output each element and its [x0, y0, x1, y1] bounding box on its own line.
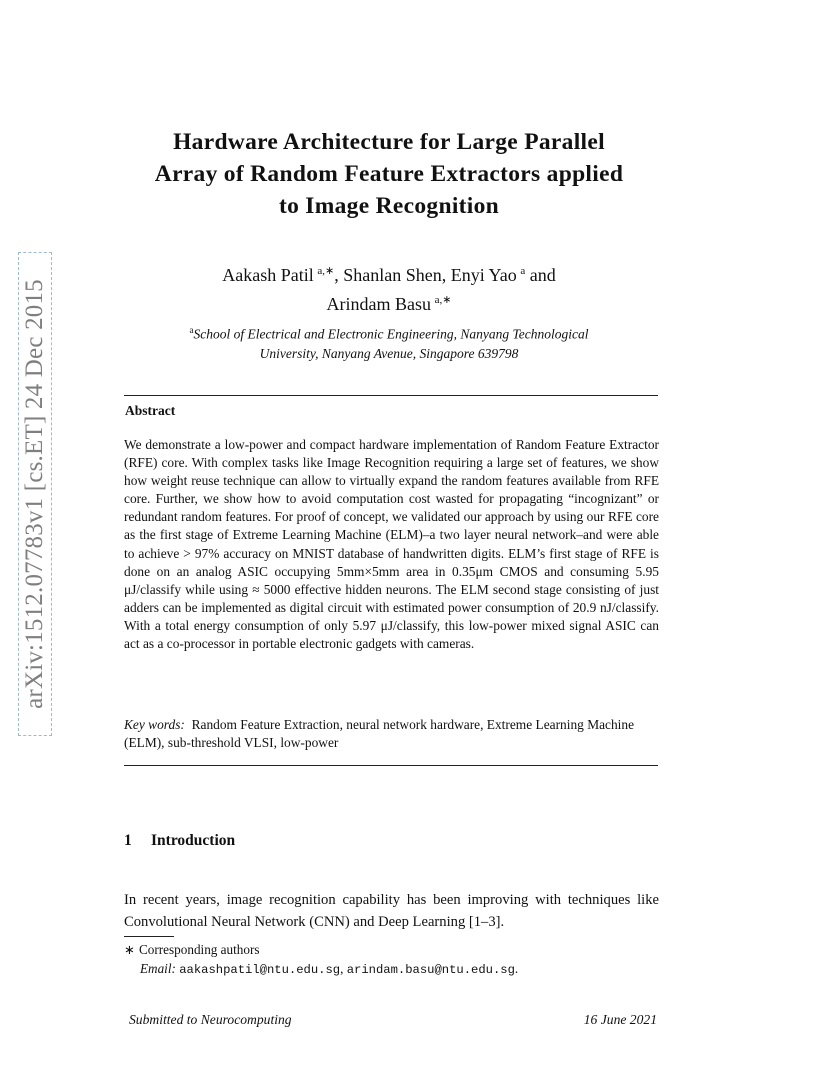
- abstract-top-rule: [124, 395, 658, 396]
- abstract-heading: Abstract: [125, 403, 176, 418]
- keywords-label: Key words:: [124, 717, 185, 732]
- author-name: Enyi Yao: [450, 265, 517, 285]
- title-line: to Image Recognition: [278, 193, 500, 219]
- keywords-text: Random Feature Extraction, neural network hardware, Extreme Learning Machine (ELM), sub-threshold VLSI, low-power: [124, 717, 635, 751]
- footnote-marker: ∗: [124, 942, 136, 957]
- abstract-bottom-rule: [124, 765, 658, 766]
- section-heading: [124, 832, 235, 850]
- author-name: Arindam Basu: [326, 294, 431, 314]
- section-number: 1: [124, 832, 132, 849]
- footnote-rule: [124, 936, 174, 937]
- keywords: [124, 716, 659, 752]
- author-list: Aakash Patil $^{a,∗}$, Shanlan Shen, Enyi Yao $^a$ and Arindam Basu $^{a,∗}$: [222, 265, 556, 314]
- title-line: Hardware Architecture for Large Parallel: [173, 129, 605, 155]
- email-link[interactable]: arindam.basu@ntu.edu.sg: [346, 962, 515, 977]
- email-link[interactable]: aakashpatil@ntu.edu.sg: [179, 962, 341, 977]
- arxiv-identifier: arXiv:1512.07783v1 [cs.ET] 24 Dec 2015: [21, 279, 48, 709]
- email-label: Email:: [140, 960, 176, 976]
- footnote: ∗ Corresponding authors Email: aakashpatil@ntu.edu.sg, arindam.basu@ntu.edu.sg.: [124, 942, 519, 977]
- footer-date: 16 June 2021: [583, 1012, 657, 1027]
- footnote-text: Corresponding authors: [139, 942, 260, 957]
- abstract-text: We demonstrate a low-power and compact hardware implementation of Random Feature Extractor (RFE) core. With complex tasks like Image Recognition requiring a large set of features, we show how weight reuse technique can allow to virtually expand the random features available from RFE core. Further, we show how to avoid computation cost wasted for propagating “incognizant” or redundant random features. For proof of concept, we validated our approach by using our RFE core as the first stage of Extreme Learning Machine (ELM)–a two layer neural network–and were able to achieve > 97% accuracy on MNIST database of handwritten digits. ELM’s first stage of RFE is done on an analog ASIC occupying 5mm×5mm area in 0.35μm CMOS and consuming 5.95 μJ/classify while using ≈ 5000 effective hidden neurons. The ELM second stage consisting of just adders can be implemented as digital circuit with estimated power consumption of 20.9 nJ/classify. With a total energy consumption of only 5.97 μJ/classify, this low-power mixed signal ASIC can act as a co-processor in portable electronic gadgets with cameras.: [124, 437, 659, 652]
- affiliation-line: School of Electrical and Electronic Engineering, Nanyang Technological: [193, 326, 589, 342]
- introduction-text: In recent years, image recognition capability has been improving with techniques like Convolutional Neural Network (CNN) and Deep Learning [1–3].: [124, 892, 659, 930]
- section-title: Introduction: [151, 832, 236, 849]
- author-affil-mark: a,∗: [434, 294, 452, 306]
- footer-venue: Submitted to Neurocomputing: [129, 1012, 292, 1027]
- author-affil-mark: a: [520, 265, 526, 277]
- affiliation-line: University, Nanyang Avenue, Singapore 639798: [259, 345, 519, 361]
- affiliation: [130, 321, 648, 363]
- arxiv-stamp: [18, 252, 52, 736]
- paper-title: [100, 126, 678, 222]
- author-name: Aakash Patil: [222, 265, 314, 285]
- affiliation-marker: a: [189, 325, 194, 335]
- author-name: Shanlan Shen: [343, 265, 442, 285]
- title-line: Array of Random Feature Extractors applied: [154, 161, 624, 187]
- author-affil-mark: a,∗: [317, 265, 335, 277]
